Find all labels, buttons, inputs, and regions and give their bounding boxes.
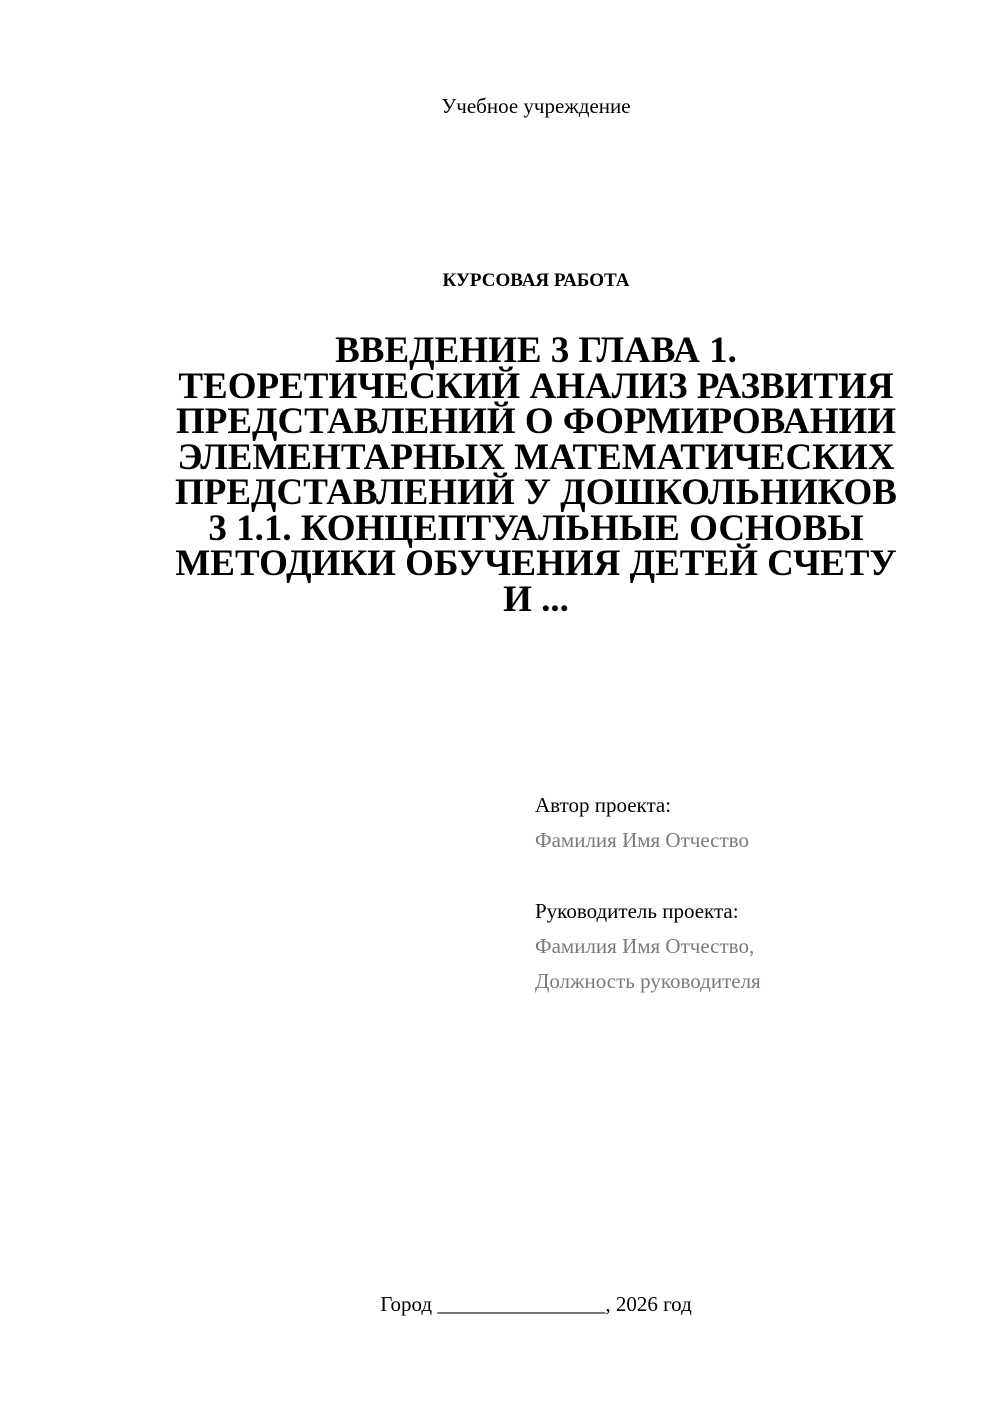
supervisor-name: Фамилия Имя Отчество, xyxy=(535,934,755,958)
title-line: И ... xyxy=(503,578,569,620)
city-year: Город ________________, 2026 год xyxy=(380,1292,692,1316)
document-title xyxy=(140,330,932,620)
supervisor-block xyxy=(535,894,975,999)
title-line: ЭЛЕМЕНТАРНЫХ МАТЕМАТИЧЕСКИХ xyxy=(177,436,895,478)
title-line: ТЕОРЕТИЧЕСКИЙ АНАЛИЗ РАЗВИТИЯ xyxy=(178,365,894,407)
document-type: КУРСОВАЯ РАБОТА xyxy=(442,270,630,291)
author-block xyxy=(535,788,975,858)
supervisor-position: Должность руководителя xyxy=(535,969,761,993)
supervisor-label: Руководитель проекта: xyxy=(535,899,739,923)
institution-name: Учебное учреждение xyxy=(441,94,631,118)
title-line: ПРЕДСТАВЛЕНИЙ У ДОШКОЛЬНИКОВ xyxy=(175,472,897,513)
title-line: ВВЕДЕНИЕ 3 ГЛАВА 1. xyxy=(335,330,737,371)
author-name: Фамилия Имя Отчество xyxy=(535,828,749,852)
author-label: Автор проекта: xyxy=(535,793,672,817)
title-line: 3 1.1. КОНЦЕПТУАЛЬНЫЕ ОСНОВЫ xyxy=(208,507,864,549)
title-line: ПРЕДСТАВЛЕНИЙ О ФОРМИРОВАНИИ xyxy=(175,401,897,442)
title-line: МЕТОДИКИ ОБУЧЕНИЯ ДЕТЕЙ СЧЕТУ xyxy=(175,543,897,584)
